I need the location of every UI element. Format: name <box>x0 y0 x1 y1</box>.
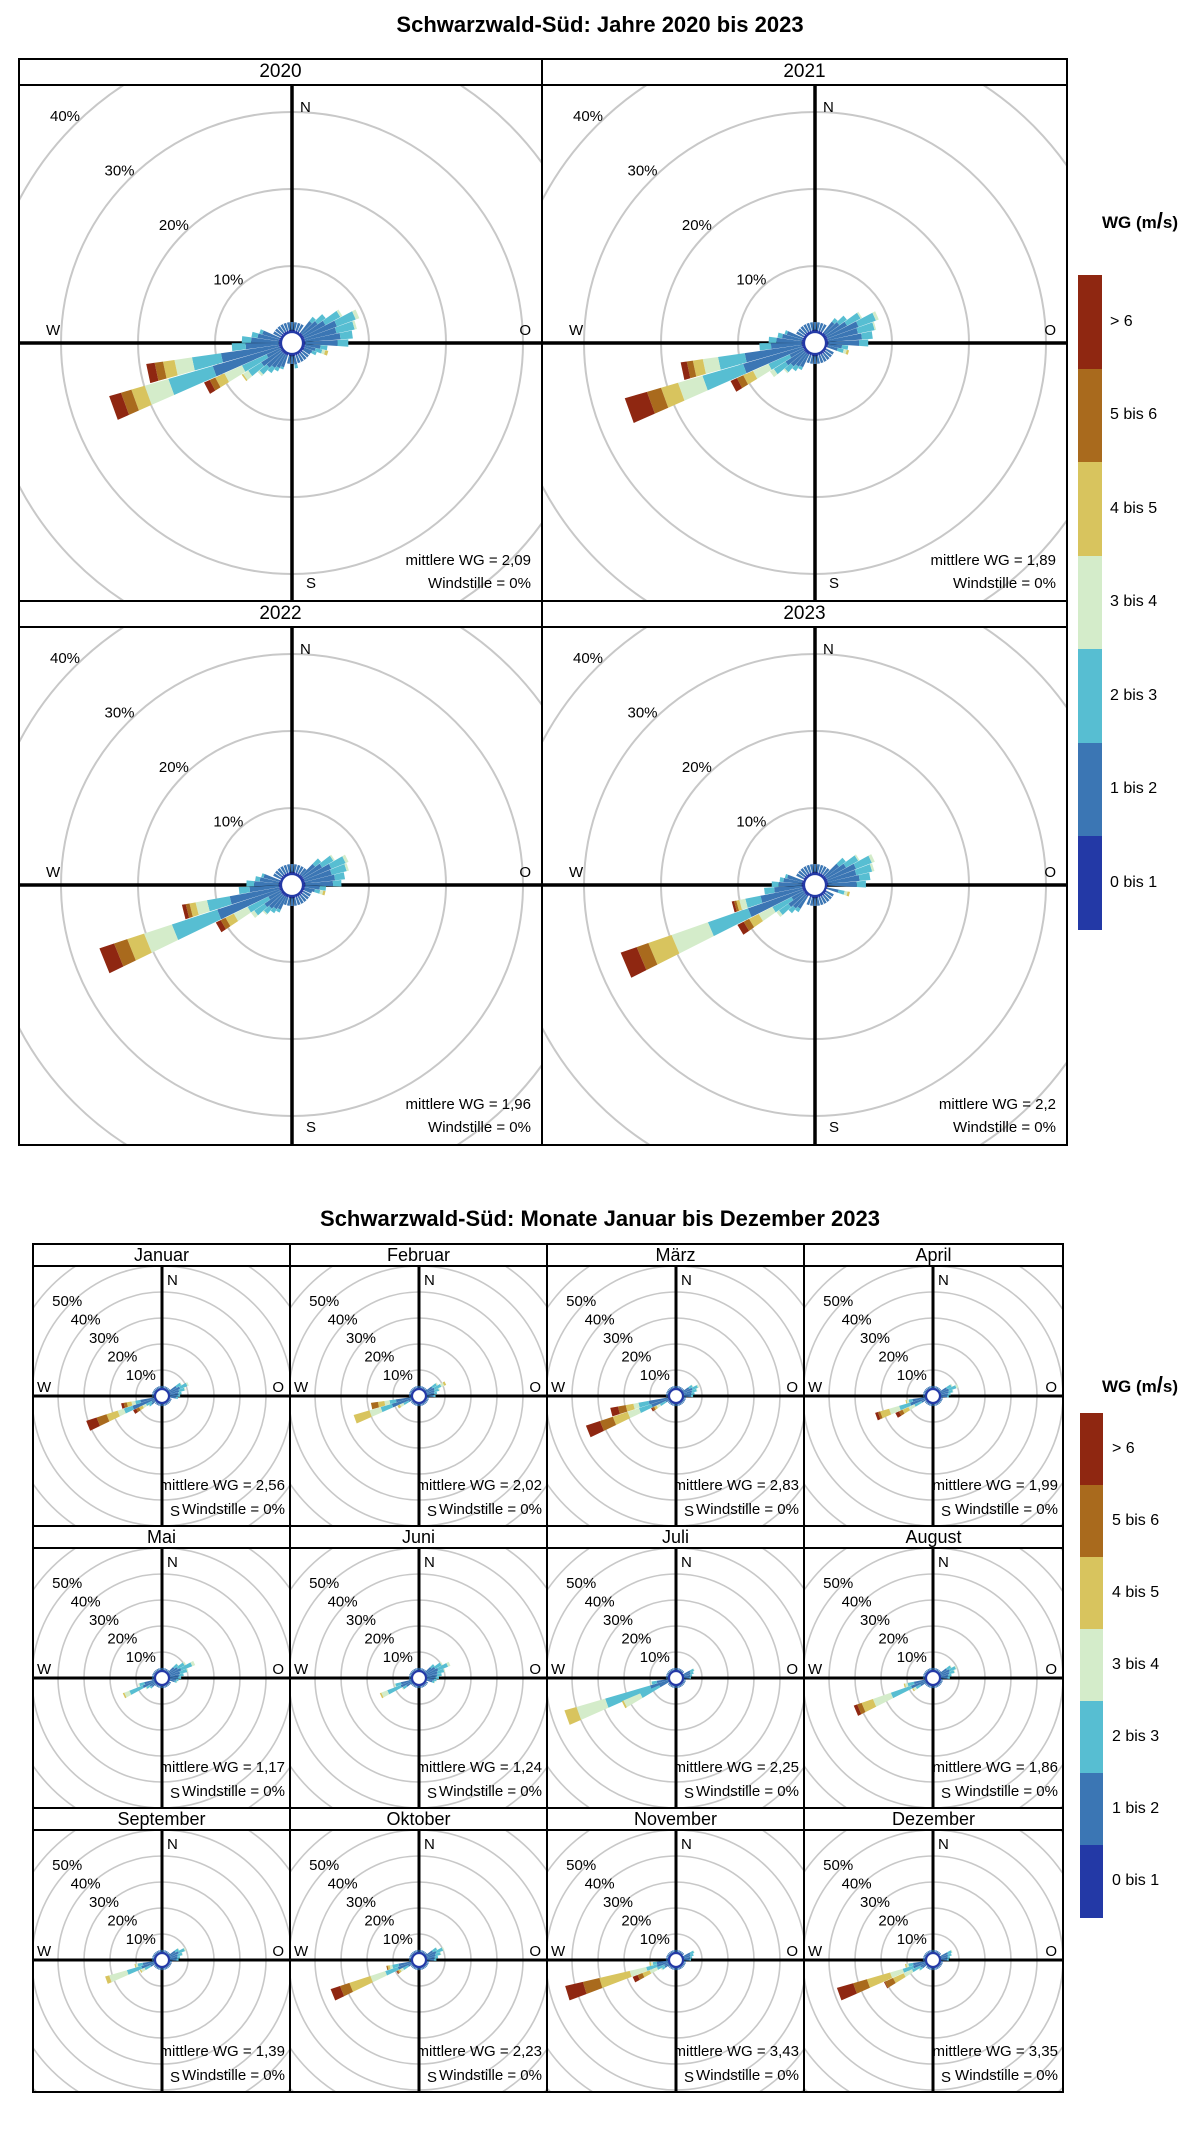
petals <box>875 1384 958 1420</box>
svg-text:S: S <box>170 1503 181 1520</box>
svg-text:50%: 50% <box>52 1575 83 1593</box>
svg-text:S: S <box>941 1503 952 1520</box>
legend-swatch-0 bis 1 <box>1078 836 1102 930</box>
svg-text:W: W <box>551 1661 566 1678</box>
svg-text:N: N <box>681 1554 692 1571</box>
svg-text:N: N <box>823 641 834 658</box>
legend-label: 4 bis 5 <box>1112 1584 1160 1601</box>
svg-text:10%: 10% <box>896 1366 927 1384</box>
svg-text:30%: 30% <box>859 1894 891 1911</box>
calm-hole <box>155 1671 169 1685</box>
svg-text:N: N <box>424 1836 435 1853</box>
svg-text:N: N <box>938 1272 949 1289</box>
calm-hole <box>804 332 826 354</box>
calm-hole <box>412 1953 426 1967</box>
svg-text:20%: 20% <box>621 1912 652 1930</box>
panel-stats <box>674 1756 799 1804</box>
legend-label: 1 bis 2 <box>1112 1800 1160 1817</box>
panel-stats <box>406 1093 531 1139</box>
windrose-2023 <box>543 628 1066 1144</box>
svg-text:40%: 40% <box>572 108 604 125</box>
svg-text:S: S <box>941 1785 952 1802</box>
svg-text:N: N <box>424 1272 435 1289</box>
svg-text:W: W <box>569 322 584 339</box>
svg-text:N: N <box>681 1836 692 1853</box>
calm-hole <box>412 1671 426 1685</box>
windrose-panel-august <box>805 1549 1062 1809</box>
mean-wind-speed: mittlere WG = 2,02 <box>416 1477 542 1494</box>
mean-wind-speed: mittlere WG = 3,43 <box>673 2043 799 2060</box>
panel-header-september: September <box>34 1809 291 1831</box>
calm-percentage: Windstille = 0% <box>696 2067 799 2084</box>
mean-wind-speed: mittlere WG = 2,25 <box>673 1759 799 1776</box>
calm-hole <box>281 332 303 354</box>
calm-percentage: Windstille = 0% <box>439 1501 542 1518</box>
svg-text:O: O <box>786 1661 798 1678</box>
svg-text:10%: 10% <box>213 813 244 831</box>
svg-text:40%: 40% <box>327 1875 358 1893</box>
petals <box>854 1665 958 1716</box>
calm-percentage: Windstille = 0% <box>955 2067 1058 2084</box>
calm-percentage: Windstille = 0% <box>182 1501 285 1518</box>
svg-text:N: N <box>167 1836 178 1853</box>
legend-label: 0 bis 1 <box>1110 873 1158 891</box>
panel-stats <box>406 549 531 595</box>
svg-text:30%: 30% <box>859 1330 891 1347</box>
legend1-title: WG (m/s) <box>1102 208 1179 233</box>
svg-text:N: N <box>681 1272 692 1289</box>
svg-text:30%: 30% <box>602 1894 634 1911</box>
legend-swatch-4 bis 5 <box>1080 1557 1103 1630</box>
panel-header-dezember: Dezember <box>805 1809 1062 1831</box>
mean-wind-speed: mittlere WG = 2,23 <box>416 2043 542 2060</box>
svg-text:W: W <box>551 1379 566 1396</box>
panel-header-2021: 2021 <box>543 60 1066 86</box>
panel-stats <box>674 1474 799 1522</box>
calm-hole <box>669 1389 683 1403</box>
petals <box>109 310 359 420</box>
figure1-grid <box>18 58 1068 1146</box>
calm-percentage: Windstille = 0% <box>439 2067 542 2084</box>
svg-text:40%: 40% <box>841 1593 872 1611</box>
svg-text:40%: 40% <box>49 108 81 125</box>
svg-text:20%: 20% <box>158 758 189 776</box>
svg-text:40%: 40% <box>584 1875 615 1893</box>
svg-text:30%: 30% <box>345 1612 377 1629</box>
svg-text:N: N <box>300 99 311 116</box>
svg-text:O: O <box>529 1379 541 1396</box>
windrose-panel-februar <box>291 1267 548 1527</box>
svg-text:40%: 40% <box>327 1311 358 1329</box>
mean-wind-speed: mittlere WG = 1,86 <box>932 1759 1058 1776</box>
calm-hole <box>804 874 826 896</box>
svg-text:N: N <box>938 1836 949 1853</box>
svg-text:30%: 30% <box>859 1612 891 1629</box>
panel-header-maerz: März <box>548 1245 805 1267</box>
legend-swatch-2 bis 3 <box>1078 649 1102 743</box>
windrose-panel-oktober <box>291 1831 548 2091</box>
calm-percentage: Windstille = 0% <box>439 1783 542 1800</box>
svg-text:W: W <box>46 864 61 881</box>
svg-text:S: S <box>427 2069 438 2086</box>
calm-hole <box>926 1953 940 1967</box>
figure1-title: Schwarzwald-Süd: Jahre 2020 bis 2023 <box>396 12 804 37</box>
svg-text:20%: 20% <box>621 1348 652 1366</box>
svg-text:10%: 10% <box>382 1366 413 1384</box>
windrose-panel-2022 <box>20 628 543 1144</box>
calm-percentage: Windstille = 0% <box>428 575 531 592</box>
svg-text:40%: 40% <box>49 650 81 667</box>
svg-text:S: S <box>829 1119 840 1136</box>
calm-hole <box>926 1671 940 1685</box>
svg-text:10%: 10% <box>382 1930 413 1948</box>
svg-text:50%: 50% <box>823 1575 854 1593</box>
svg-text:10%: 10% <box>213 271 244 289</box>
svg-text:50%: 50% <box>309 1293 340 1311</box>
legend-swatch-3 bis 4 <box>1078 556 1102 650</box>
svg-text:N: N <box>167 1272 178 1289</box>
svg-text:O: O <box>272 1379 284 1396</box>
petals <box>99 855 349 974</box>
svg-text:W: W <box>808 1661 823 1678</box>
svg-text:20%: 20% <box>364 1912 395 1930</box>
svg-text:W: W <box>569 864 584 881</box>
svg-text:30%: 30% <box>602 1612 634 1629</box>
svg-text:W: W <box>808 1379 823 1396</box>
figure2-title: Schwarzwald-Süd: Monate Januar bis Dezember 2023 <box>320 1206 880 1231</box>
svg-text:20%: 20% <box>878 1348 909 1366</box>
svg-text:O: O <box>272 1661 284 1678</box>
calm-percentage: Windstille = 0% <box>696 1783 799 1800</box>
legend-swatch-0 bis 1 <box>1080 1845 1103 1918</box>
svg-text:O: O <box>529 1943 541 1960</box>
svg-text:30%: 30% <box>88 1894 120 1911</box>
svg-text:40%: 40% <box>327 1593 358 1611</box>
svg-text:O: O <box>786 1379 798 1396</box>
calm-hole <box>926 1389 940 1403</box>
legend-label: 3 bis 4 <box>1110 593 1158 611</box>
svg-text:50%: 50% <box>52 1293 83 1311</box>
legend-label: 5 bis 6 <box>1112 1512 1160 1529</box>
calm-percentage: Windstille = 0% <box>182 1783 285 1800</box>
panel-header-februar: Februar <box>291 1245 548 1267</box>
panel-header-august: August <box>805 1527 1062 1549</box>
calm-percentage: Windstille = 0% <box>955 1783 1058 1800</box>
legend-swatch-4 bis 5 <box>1078 462 1102 556</box>
panel-header-januar: Januar <box>34 1245 291 1267</box>
svg-text:20%: 20% <box>364 1348 395 1366</box>
svg-text:O: O <box>1044 322 1056 339</box>
svg-text:40%: 40% <box>70 1593 101 1611</box>
windrose-panel-juni <box>291 1549 548 1809</box>
panel-header-2020: 2020 <box>20 60 543 86</box>
panel-stats <box>417 1474 542 1522</box>
panel-header-april: April <box>805 1245 1062 1267</box>
svg-text:30%: 30% <box>627 162 658 180</box>
svg-text:10%: 10% <box>896 1648 927 1666</box>
petals <box>105 1947 186 1983</box>
svg-text:30%: 30% <box>88 1612 120 1629</box>
svg-text:N: N <box>823 99 834 116</box>
calm-percentage: Windstille = 0% <box>182 2067 285 2084</box>
svg-text:10%: 10% <box>125 1930 156 1948</box>
panel-header-2022: 2022 <box>20 602 543 628</box>
svg-text:N: N <box>167 1554 178 1571</box>
calm-percentage: Windstille = 0% <box>953 575 1056 592</box>
svg-text:40%: 40% <box>70 1875 101 1893</box>
panel-stats <box>933 1756 1058 1804</box>
svg-text:40%: 40% <box>572 650 604 667</box>
svg-text:O: O <box>1045 1943 1057 1960</box>
svg-text:30%: 30% <box>627 704 658 722</box>
legend-swatch-1 bis 2 <box>1080 1773 1103 1846</box>
svg-text:W: W <box>37 1661 52 1678</box>
calm-percentage: Windstille = 0% <box>428 1119 531 1136</box>
svg-text:50%: 50% <box>566 1575 597 1593</box>
legend-label: 5 bis 6 <box>1110 406 1158 424</box>
calm-hole <box>669 1953 683 1967</box>
panel-stats <box>931 549 1056 595</box>
calm-hole <box>412 1389 426 1403</box>
panel-stats <box>160 1474 285 1522</box>
windrose-panel-januar <box>34 1267 291 1527</box>
svg-text:20%: 20% <box>107 1348 138 1366</box>
svg-text:20%: 20% <box>621 1630 652 1648</box>
windrose-panel-november <box>548 1831 805 2091</box>
svg-text:30%: 30% <box>345 1894 377 1911</box>
windrose-panel-september <box>34 1831 291 2091</box>
legend-swatch-5 bis 6 <box>1080 1485 1103 1558</box>
svg-text:30%: 30% <box>88 1330 120 1347</box>
svg-text:10%: 10% <box>736 813 767 831</box>
windrose-panel-maerz <box>548 1267 805 1527</box>
svg-text:40%: 40% <box>841 1311 872 1329</box>
svg-text:40%: 40% <box>584 1311 615 1329</box>
svg-text:S: S <box>306 575 317 592</box>
calm-hole <box>155 1953 169 1967</box>
svg-text:S: S <box>684 1503 695 1520</box>
svg-text:40%: 40% <box>584 1593 615 1611</box>
svg-text:10%: 10% <box>736 271 767 289</box>
svg-text:O: O <box>1045 1379 1057 1396</box>
svg-text:30%: 30% <box>104 162 135 180</box>
mean-wind-speed: mittlere WG = 2,56 <box>159 1477 285 1494</box>
svg-text:O: O <box>1045 1661 1057 1678</box>
svg-text:S: S <box>170 2069 181 2086</box>
figure2-grid <box>32 1243 1064 2093</box>
svg-text:20%: 20% <box>681 216 712 234</box>
svg-text:N: N <box>424 1554 435 1571</box>
panel-stats <box>160 2040 285 2088</box>
mean-wind-speed: mittlere WG = 2,2 <box>938 1096 1056 1113</box>
svg-text:O: O <box>786 1943 798 1960</box>
svg-text:20%: 20% <box>107 1630 138 1648</box>
svg-text:S: S <box>941 2069 952 2086</box>
svg-text:50%: 50% <box>823 1293 854 1311</box>
panel-stats <box>417 2040 542 2088</box>
svg-text:W: W <box>808 1943 823 1960</box>
calm-percentage: Windstille = 0% <box>696 1501 799 1518</box>
svg-text:30%: 30% <box>104 704 135 722</box>
svg-text:20%: 20% <box>681 758 712 776</box>
legend-label: 2 bis 3 <box>1110 686 1158 704</box>
calm-hole <box>281 874 303 896</box>
svg-text:10%: 10% <box>125 1648 156 1666</box>
svg-text:N: N <box>300 641 311 658</box>
calm-hole <box>669 1671 683 1685</box>
svg-text:50%: 50% <box>52 1857 83 1875</box>
svg-text:S: S <box>427 1785 438 1802</box>
legend-label: > 6 <box>1112 1440 1135 1457</box>
svg-text:20%: 20% <box>364 1630 395 1648</box>
legend-label: > 6 <box>1110 312 1133 330</box>
legend-label: 4 bis 5 <box>1110 499 1158 517</box>
svg-text:O: O <box>519 322 531 339</box>
panel-stats <box>933 1474 1058 1522</box>
petals <box>331 1947 445 2001</box>
svg-text:50%: 50% <box>309 1575 340 1593</box>
svg-text:50%: 50% <box>309 1857 340 1875</box>
svg-text:S: S <box>306 1119 317 1136</box>
svg-text:O: O <box>272 1943 284 1960</box>
panel-header-oktober: Oktober <box>291 1809 548 1831</box>
panel-header-juli: Juli <box>548 1527 805 1549</box>
svg-text:50%: 50% <box>566 1857 597 1875</box>
svg-text:W: W <box>551 1943 566 1960</box>
panel-header-2023: 2023 <box>543 602 1066 628</box>
windrose-2021 <box>543 86 1066 600</box>
legend-swatch-5 bis 6 <box>1078 369 1102 463</box>
svg-text:W: W <box>37 1943 52 1960</box>
svg-text:30%: 30% <box>345 1330 377 1347</box>
svg-text:S: S <box>829 575 840 592</box>
windrose-panel-april <box>805 1267 1062 1527</box>
svg-text:20%: 20% <box>107 1912 138 1930</box>
svg-text:W: W <box>294 1379 309 1396</box>
mean-wind-speed: mittlere WG = 2,83 <box>673 1477 799 1494</box>
svg-text:50%: 50% <box>823 1857 854 1875</box>
svg-text:W: W <box>37 1379 52 1396</box>
svg-text:S: S <box>684 1785 695 1802</box>
svg-text:20%: 20% <box>158 216 189 234</box>
svg-text:40%: 40% <box>841 1875 872 1893</box>
panel-stats <box>160 1756 285 1804</box>
panel-header-mai: Mai <box>34 1527 291 1549</box>
calm-percentage: Windstille = 0% <box>955 1501 1058 1518</box>
svg-text:S: S <box>170 1785 181 1802</box>
legend2-title: WG (m/s) <box>1102 1372 1179 1397</box>
mean-wind-speed: mittlere WG = 1,17 <box>159 1759 285 1776</box>
windrose-panel-dezember <box>805 1831 1062 2091</box>
svg-text:10%: 10% <box>125 1366 156 1384</box>
windrose-2022 <box>20 628 541 1144</box>
svg-text:20%: 20% <box>878 1630 909 1648</box>
legend-label: 3 bis 4 <box>1112 1656 1160 1673</box>
svg-text:W: W <box>294 1943 309 1960</box>
windrose-2020 <box>20 86 541 600</box>
svg-text:W: W <box>294 1661 309 1678</box>
legend-label: 2 bis 3 <box>1112 1728 1160 1745</box>
windrose-panel-mai <box>34 1549 291 1809</box>
panel-stats <box>933 2040 1058 2088</box>
svg-text:S: S <box>427 1503 438 1520</box>
svg-text:O: O <box>519 864 531 881</box>
windrose-panel-2021 <box>543 86 1066 602</box>
svg-text:10%: 10% <box>639 1930 670 1948</box>
calm-percentage: Windstille = 0% <box>953 1119 1056 1136</box>
svg-text:20%: 20% <box>878 1912 909 1930</box>
panel-header-november: November <box>548 1809 805 1831</box>
legend-swatch-3 bis 4 <box>1080 1629 1103 1702</box>
legend-label: 0 bis 1 <box>1112 1872 1160 1889</box>
mean-wind-speed: mittlere WG = 1,24 <box>416 1759 542 1776</box>
svg-text:50%: 50% <box>566 1293 597 1311</box>
svg-text:W: W <box>46 322 61 339</box>
windrose-panel-juli <box>548 1549 805 1809</box>
svg-text:N: N <box>938 1554 949 1571</box>
mean-wind-speed: mittlere WG = 3,35 <box>932 2043 1058 2060</box>
svg-text:30%: 30% <box>602 1330 634 1347</box>
mean-wind-speed: mittlere WG = 1,89 <box>930 552 1056 569</box>
panel-stats <box>939 1093 1056 1139</box>
panel-header-juni: Juni <box>291 1527 548 1549</box>
mean-wind-speed: mittlere WG = 2,09 <box>405 552 531 569</box>
svg-text:40%: 40% <box>70 1311 101 1329</box>
legend-label: 1 bis 2 <box>1110 780 1158 798</box>
mean-wind-speed: mittlere WG = 1,96 <box>405 1096 531 1113</box>
calm-hole <box>155 1389 169 1403</box>
svg-text:O: O <box>529 1661 541 1678</box>
svg-text:S: S <box>684 2069 695 2086</box>
svg-text:10%: 10% <box>896 1930 927 1948</box>
panel-stats <box>417 1756 542 1804</box>
legend-swatch-> 6 <box>1080 1413 1103 1486</box>
legend-swatch-2 bis 3 <box>1080 1701 1103 1774</box>
svg-text:O: O <box>1044 864 1056 881</box>
windrose-panel-2020 <box>20 86 543 602</box>
mean-wind-speed: mittlere WG = 1,39 <box>159 2043 285 2060</box>
legend-swatch-1 bis 2 <box>1078 743 1102 837</box>
panel-stats <box>674 2040 799 2088</box>
windrose-panel-2023 <box>543 628 1066 1144</box>
svg-text:10%: 10% <box>639 1366 670 1384</box>
svg-text:10%: 10% <box>382 1648 413 1666</box>
legend-swatch-> 6 <box>1078 275 1102 369</box>
svg-text:10%: 10% <box>639 1648 670 1666</box>
mean-wind-speed: mittlere WG = 1,99 <box>932 1477 1058 1494</box>
